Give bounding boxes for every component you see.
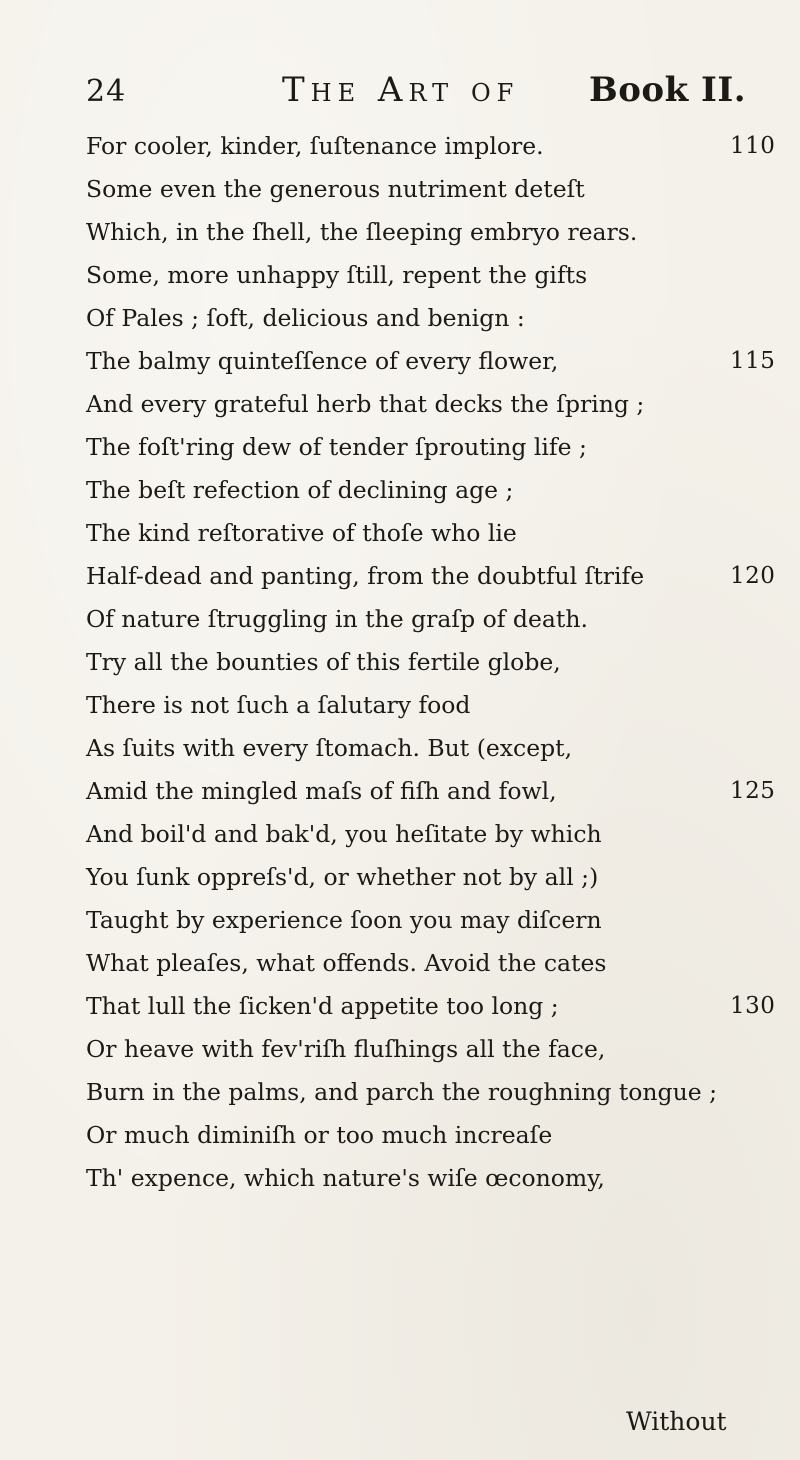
- page-number: 24: [86, 74, 127, 109]
- verse-line: [0, 171, 800, 207]
- verse-line-text: The balmy quinteſſence of every flower,: [86, 347, 559, 375]
- verse-line-text: The foſt'ring dew of tender ſprouting life ;: [86, 433, 587, 461]
- verse-line-text: Half-dead and panting, from the doubtful ſtrife: [86, 562, 645, 590]
- verse-line: [0, 558, 800, 594]
- verse-line: [0, 687, 800, 723]
- verse-line-text: Some even the generous nutriment deteſt: [86, 175, 585, 203]
- line-number: 115: [730, 348, 776, 374]
- verse-line-text: The beſt refection of declining age ;: [86, 476, 514, 504]
- verse-line: [0, 730, 800, 766]
- verse-line-text: And every grateful herb that decks the ſpring ;: [86, 390, 645, 418]
- catchword: Without: [626, 1407, 727, 1436]
- verse-line: [0, 1031, 800, 1067]
- verse-line-text: Or much diminiſh or too much increaſe: [86, 1121, 553, 1149]
- verse-line-text: And boil'd and bak'd, you heſitate by which: [86, 820, 602, 848]
- verse-line: [0, 343, 800, 379]
- book-label: Book II.: [589, 70, 747, 110]
- verse-line: [0, 300, 800, 336]
- verse-line-text: What pleaſes, what offends. Avoid the cates: [86, 949, 607, 977]
- verse-line: [0, 1117, 800, 1153]
- verse-line-text: Of Pales ; ſoft, delicious and benign :: [86, 304, 525, 332]
- verse-line-text: As ſuits with every ſtomach. But (except,: [86, 734, 573, 762]
- verse-line-text: The kind reſtorative of thoſe who lie: [86, 519, 517, 547]
- line-number: 125: [730, 778, 776, 804]
- verse-line: [0, 988, 800, 1024]
- verse-line: [0, 773, 800, 809]
- verse-line-text: Of nature ſtruggling in the graſp of death.: [86, 605, 588, 633]
- verse-line: [0, 515, 800, 551]
- verse-line-text: That lull the ſicken'd appetite too long ;: [86, 992, 559, 1020]
- verse-line-text: Burn in the palms, and parch the roughning tongue ;: [86, 1078, 718, 1106]
- verse-line-text: Try all the bounties of this fertile globe,: [86, 648, 561, 676]
- verse-line-text: For cooler, kinder, ſuſtenance implore.: [86, 132, 544, 160]
- verse-line: [0, 902, 800, 938]
- verse-line: [0, 472, 800, 508]
- verse-line-text: Th' expence, which nature's wiſe œconomy,: [86, 1164, 605, 1192]
- verse-line: [0, 859, 800, 895]
- verse-line: [0, 257, 800, 293]
- verse-line: [0, 214, 800, 250]
- verse-line-text: Taught by experience ſoon you may diſcern: [86, 906, 602, 934]
- verse-line-text: You ſunk oppreſs'd, or whether not by all ;): [86, 863, 599, 891]
- verse-line-text: There is not ſuch a ſalutary food: [86, 691, 471, 719]
- line-number: 110: [730, 133, 776, 159]
- verse-line: [0, 386, 800, 422]
- verse-line: [0, 429, 800, 465]
- verse-line: [0, 601, 800, 637]
- verse-line-text: Amid the mingled maſs of fiſh and fowl,: [86, 777, 557, 805]
- verse-line: [0, 1074, 800, 1110]
- running-title: The Art of: [282, 70, 520, 110]
- line-number: 120: [730, 563, 776, 589]
- verse-line: [0, 816, 800, 852]
- line-number: 130: [730, 993, 776, 1019]
- verse-line: [0, 644, 800, 680]
- verse-line-text: Which, in the ſhell, the ſleeping embryo rears.: [86, 218, 638, 246]
- verse-line: [0, 945, 800, 981]
- verse-line: [0, 1160, 800, 1196]
- verse-line-text: Some, more unhappy ſtill, repent the gifts: [86, 261, 588, 289]
- verse-line: [0, 128, 800, 164]
- verse-line-text: Or heave with fev'riſh fluſhings all the face,: [86, 1035, 606, 1063]
